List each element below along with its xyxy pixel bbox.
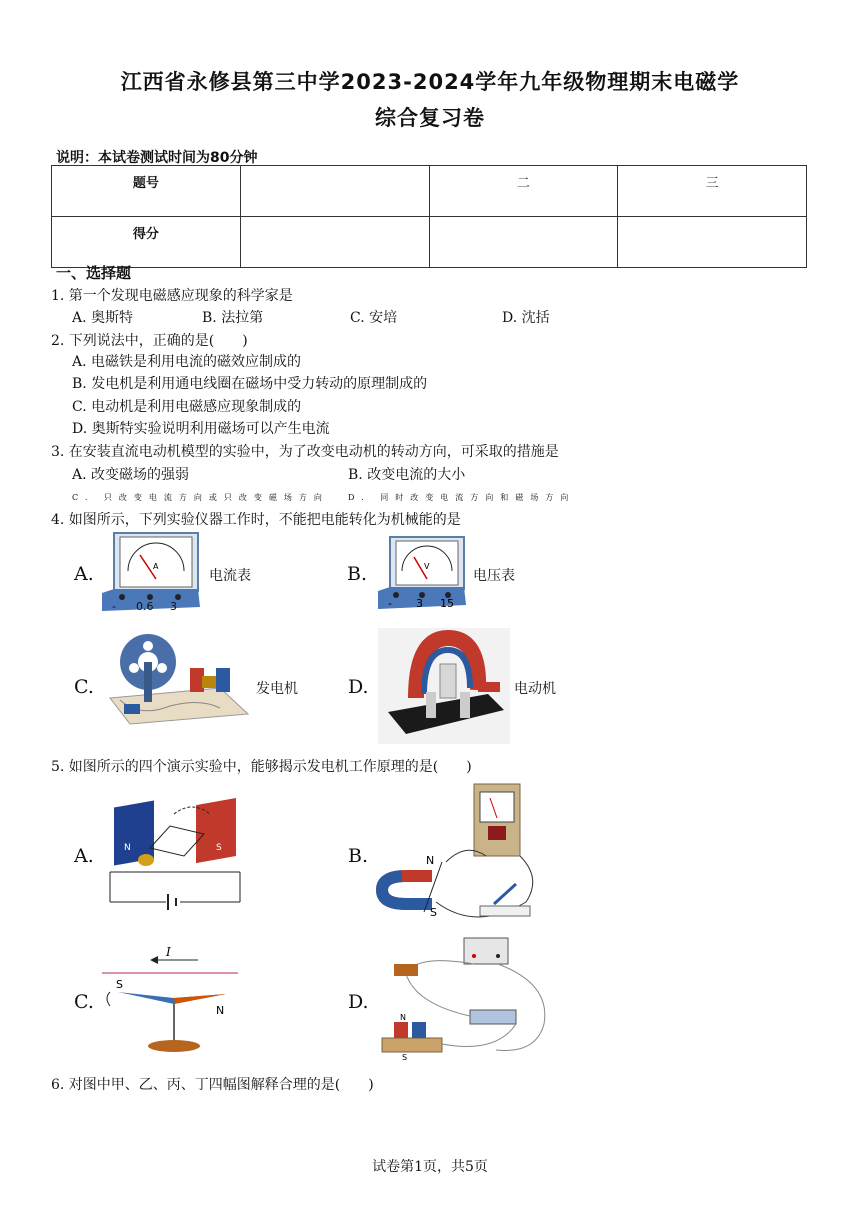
q4-letter-c: C. <box>74 676 94 698</box>
q5-letter-b: B. <box>348 845 369 867</box>
question-2-stem: 2. 下列说法中，正确的是( ) <box>51 333 248 349</box>
q1-option-a: A. 奥斯特 <box>72 310 134 326</box>
table-cell: 三 <box>618 166 807 217</box>
table-cell: 得分 <box>52 217 241 268</box>
table-cell <box>240 217 429 268</box>
voltmeter-label-minus: - <box>388 597 392 610</box>
q4-letter-d: D. <box>348 676 369 698</box>
table-cell <box>240 166 429 217</box>
fig-5b-magnet-galvanometer <box>376 782 548 928</box>
q4-letter-b: B. <box>347 563 368 585</box>
table-cell <box>618 217 807 268</box>
svg-text:S: S <box>116 978 123 991</box>
ammeter-label-minus: - <box>112 600 116 613</box>
score-table <box>51 165 807 268</box>
q5-letter-a: A. <box>74 845 94 867</box>
svg-text:V: V <box>424 562 430 571</box>
question-6-stem: 6. 对图中甲、乙、丙、丁四幅图解释合理的是( ) <box>51 1077 374 1093</box>
q3-option-c: C. 只改变电流方向或只改变磁场方向 <box>72 493 329 502</box>
ammeter-label-06: 0.6 <box>136 600 154 613</box>
q3-option-a: A. 改变磁场的强弱 <box>72 467 190 483</box>
question-1-stem: 1. 第一个发现电磁感应现象的科学家是 <box>51 288 293 304</box>
fig-5d-motor-circuit <box>376 934 556 1060</box>
question-3-stem: 3. 在安装直流电动机模型的实验中，为了改变电动机的转动方向，可采取的措施是 <box>51 444 559 460</box>
q1-option-b: B. 法拉第 <box>202 310 264 326</box>
ammeter-image <box>100 531 202 615</box>
svg-text:S: S <box>216 843 222 853</box>
table-cell: 题号 <box>52 166 241 217</box>
section-heading: 一、选择题 <box>56 264 132 282</box>
page-footer: 试卷第1页，共5页 <box>372 1159 488 1175</box>
question-4-stem: 4. 如图所示，下列实验仪器工作时，不能把电能转化为机械能的是 <box>51 512 461 528</box>
paper-title-line1: 江西省永修县第三中学2023-2024学年九年级物理期末电磁学 <box>120 70 740 94</box>
fig-5c-compass-oersted <box>98 940 240 1058</box>
q4-label-c: 发电机 <box>256 681 298 697</box>
q2-option-a: A. 电磁铁是利用电流的磁效应制成的 <box>72 354 302 370</box>
svg-text:N: N <box>400 1013 406 1022</box>
table-cell: 二 <box>429 166 618 217</box>
q2-option-b: B. 发电机是利用通电线圈在磁场中受力转动的原理制成的 <box>72 376 428 392</box>
table-cell <box>429 217 618 268</box>
q4-label-d: 电动机 <box>514 681 556 697</box>
fig-5a-coil-in-magnet <box>100 790 248 914</box>
svg-text:N: N <box>124 843 131 853</box>
generator-image <box>100 628 250 728</box>
q5-letter-d: D. <box>348 991 369 1013</box>
motor-image <box>378 628 510 744</box>
question-5-stem: 5. 如图所示的四个演示实验中，能够揭示发电机工作原理的是( ) <box>51 759 472 775</box>
q4-letter-a: A. <box>74 563 94 585</box>
q4-label-a: 电流表 <box>209 568 251 584</box>
ammeter-label-3: 3 <box>170 600 177 613</box>
voltmeter-label-3: 3 <box>416 597 423 610</box>
voltmeter-image <box>378 535 468 611</box>
current-label: I <box>166 945 171 959</box>
svg-text:N: N <box>426 854 435 867</box>
svg-text:S: S <box>402 1053 408 1060</box>
svg-text:N: N <box>216 1004 225 1017</box>
q1-option-d: D. 沈括 <box>502 310 550 326</box>
table-row <box>52 217 807 268</box>
q3-option-d: D. 同时改变电流方向和磁场方向 <box>348 493 576 502</box>
table-row <box>52 166 807 217</box>
q5-letter-c: C. <box>74 991 94 1013</box>
q2-option-c: C. 电动机是利用电磁感应现象制成的 <box>72 399 302 415</box>
q2-option-d: D. 奥斯特实验说明利用磁场可以产生电流 <box>72 421 330 437</box>
svg-text:S: S <box>430 906 437 919</box>
q1-option-c: C. 安培 <box>350 310 398 326</box>
svg-text:A: A <box>153 562 159 571</box>
q3-option-b: B. 改变电流的大小 <box>348 467 466 483</box>
voltmeter-label-15: 15 <box>440 597 454 610</box>
exam-note: 说明：本试卷测试时间为80分钟 <box>56 150 258 166</box>
paper-title-line2: 综合复习卷 <box>375 106 485 130</box>
q4-label-b: 电压表 <box>473 568 515 584</box>
